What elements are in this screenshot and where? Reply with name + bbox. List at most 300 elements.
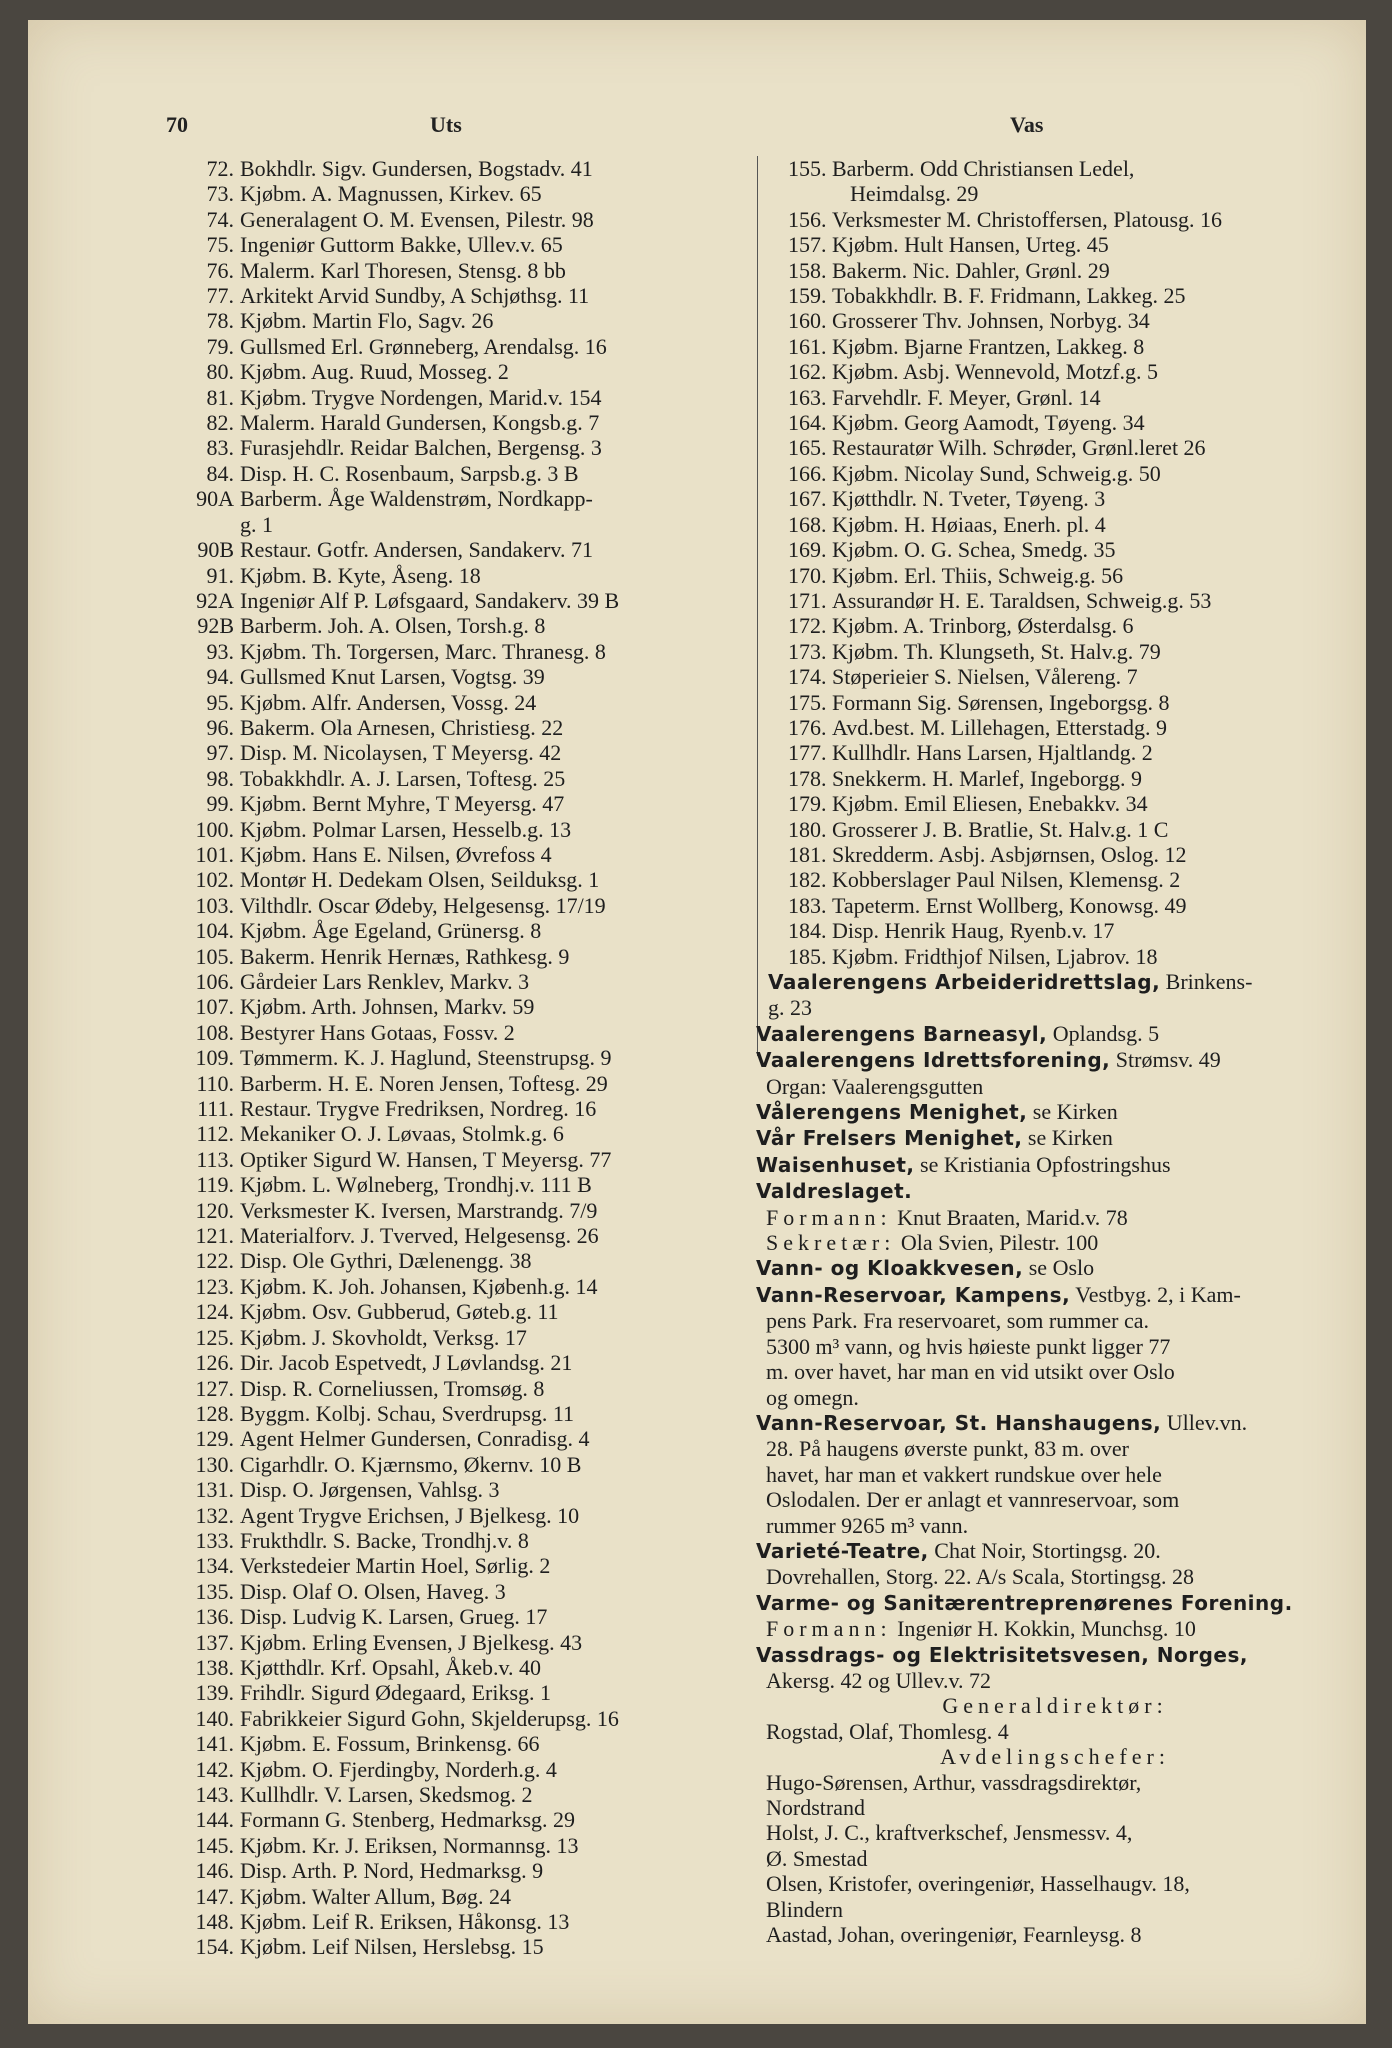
entry-number: 101.: [195, 841, 234, 867]
entry-number: 174.: [788, 664, 827, 690]
entry-title: Vaalerengens Arbeideridrettslag,: [768, 970, 1161, 994]
entry-text: Farvehdlr. F. Meyer, Grønl. 14: [832, 384, 1101, 410]
entry-number: 167.: [788, 486, 827, 512]
entry-number: 107.: [195, 994, 234, 1020]
entry-text: Fabrikkeier Sigurd Gohn, Skjelderupsg. 16: [240, 1705, 619, 1731]
entry-number: 140.: [195, 1705, 234, 1731]
entry-number: 178.: [788, 765, 827, 791]
entry-number: 124.: [195, 1299, 234, 1325]
entry-text: Kjøbm. Nicolay Sund, Schweig.g. 50: [832, 460, 1161, 486]
entry-number: 137.: [195, 1629, 234, 1655]
entry-number: 125.: [195, 1324, 234, 1350]
entry-text: Restaur. Gotfr. Andersen, Sandakerv. 71: [240, 537, 593, 563]
entry-number: 171.: [788, 587, 827, 613]
entry-text: Restauratør Wilh. Schrøder, Grønl.leret 26: [832, 435, 1206, 461]
entry-number: 142.: [195, 1756, 234, 1782]
entry-number: 74.: [206, 206, 234, 232]
role-value: Ola Svien, Pilestr. 100: [895, 1230, 1099, 1256]
entry-text: Tobakkhdlr. A. J. Larsen, Toftesg. 25: [240, 765, 566, 791]
entry-text: Malerm. Karl Thoresen, Stensg. 8 bb: [240, 257, 566, 283]
directory-entry: [188, 283, 762, 308]
entry-text: Kjøbm. J. Skovholdt, Verksg. 17: [240, 1324, 527, 1350]
entry-title: Vassdrags- og Elektrisitetsvesen, Norges,: [756, 1642, 1248, 1667]
directory-entry: [188, 893, 762, 918]
entry-text: Bokhdlr. Sigv. Gundersen, Bogstadv. 41: [240, 156, 593, 181]
directory-entry: [188, 1731, 762, 1756]
entry-text: Bakerm. Henrik Hernæs, Rathkesg. 9: [240, 943, 570, 969]
entry-number: 96.: [206, 714, 234, 740]
entry-text: Grosserer J. B. Bratlie, St. Halv.g. 1 C: [832, 816, 1169, 842]
entry-text: Disp. Olaf O. Olsen, Haveg. 3: [240, 1578, 506, 1604]
entry-title: Varme- og Sanitærentreprenørenes Forening.: [756, 1590, 1293, 1615]
chef-line: Aastad, Johan, overingeniør, Fearnleysg. 8: [766, 1922, 1142, 1948]
directory-entry: [188, 1503, 762, 1528]
directory-entry: [188, 1680, 762, 1705]
entry-hanshaugen: [756, 1410, 1354, 1436]
directory-entry: [188, 1198, 762, 1223]
entry-number: 131.: [195, 1477, 234, 1503]
entry-number: 180.: [788, 816, 827, 842]
entry-number: 138.: [195, 1654, 234, 1680]
entry-text: Kjøbm. Arth. Johnsen, Markv. 59: [240, 994, 535, 1020]
entry-text: Kjøbm. Georg Aamodt, Tøyeng. 34: [832, 410, 1145, 436]
directory-entry: [188, 1553, 762, 1578]
directory-entry: [188, 308, 762, 333]
entry-title: Vålerengens Menighet,: [756, 1100, 1028, 1125]
directory-entry: [188, 1350, 762, 1375]
entry-text: Kjøbm. Polmar Larsen, Hesselb.g. 13: [240, 816, 572, 842]
directory-entry: [188, 740, 762, 765]
directory-entry: [188, 1579, 762, 1604]
entry-number: 92A: [196, 587, 234, 613]
directory-entry: [188, 1782, 762, 1807]
directory-entry: [188, 537, 762, 562]
entry-text: Restaur. Trygve Fredriksen, Nordreg. 16: [240, 1096, 597, 1122]
avdelingschefer-heading: Avdelingschefer:: [940, 1744, 1170, 1770]
directory-entry: [188, 435, 762, 460]
chef-line: Blindern: [766, 1896, 843, 1922]
directory-entry: [188, 1426, 762, 1451]
entry-number: 73.: [206, 181, 234, 207]
entry-kampens: [756, 1282, 1354, 1308]
entry-number: 76.: [206, 257, 234, 283]
entry-number: 157.: [788, 232, 827, 258]
entry-text: Assurandør H. E. Taraldsen, Schweig.g. 53: [832, 587, 1212, 613]
entry-text: Tømmerm. K. J. Haglund, Steenstrupsg. 9: [240, 1045, 612, 1071]
entry-text: Gullsmed Knut Larsen, Vogtsg. 39: [240, 664, 545, 690]
entry-number: 106.: [195, 969, 234, 994]
directory-entry: [188, 944, 762, 969]
entry-title: Waisenhuset,: [756, 1152, 915, 1177]
entry-number: 104.: [195, 918, 234, 944]
directory-entry: [756, 308, 1354, 333]
entry-title: Vann-Reservoar, St. Hanshaugens,: [756, 1410, 1162, 1435]
entry-number: 130.: [195, 1451, 234, 1477]
directory-entry: [188, 1884, 762, 1909]
directory-entry: [188, 1325, 762, 1350]
entry-text: Ullev.vn.: [1161, 1409, 1248, 1435]
entry-number: 175.: [788, 689, 827, 715]
directory-entry: [188, 1706, 762, 1731]
entry-number: 105.: [195, 943, 234, 969]
entry-text: Kjøbm. A. Magnussen, Kirkev. 65: [240, 181, 542, 207]
entry-number: 123.: [195, 1273, 234, 1299]
entry-vann-kloakk: [756, 1255, 1354, 1281]
entry-number: 144.: [195, 1807, 234, 1833]
entry-text: Kjøbm. Åge Egeland, Grünersg. 8: [240, 918, 542, 944]
entry-title: Vaalerengens Idrettsforening,: [756, 1048, 1111, 1073]
entry-text: Frihdlr. Sigurd Ødegaard, Eriksg. 1: [240, 1680, 552, 1706]
directory-entry: [756, 512, 1354, 537]
entry-text: Kjøbm. Th. Torgersen, Marc. Thranesg. 8: [240, 638, 606, 664]
entry-number: 170.: [788, 562, 827, 588]
entry-text: Frukthdlr. S. Backe, Trondhj.v. 8: [240, 1527, 529, 1553]
entry-text: Cigarhdlr. O. Kjærnsmo, Økernv. 10 B: [240, 1451, 582, 1477]
entry-number: 146.: [195, 1858, 234, 1884]
entry-text: Oplandsg. 5: [1047, 1020, 1160, 1046]
entry-number: 110.: [196, 1070, 234, 1096]
entry-text: Mekaniker O. J. Løvaas, Stolmk.g. 6: [240, 1121, 564, 1147]
entry-number: 90B: [197, 537, 234, 563]
entry-number: 160.: [788, 308, 827, 334]
directory-entry: [188, 1528, 762, 1553]
entry-number: 91.: [206, 562, 234, 588]
directory-entry: [188, 1121, 762, 1146]
entry-text: Snekkerm. H. Marlef, Ingeborgg. 9: [832, 765, 1142, 791]
entry-number: 103.: [195, 892, 234, 918]
entry-hanshaugen-line: 28. På haugens øverste punkt, 83 m. over: [766, 1436, 1129, 1462]
role-label: Sekretær:: [766, 1230, 896, 1256]
entry-text: Kjøbm. Th. Klungseth, St. Halv.g. 79: [832, 638, 1161, 664]
directory-entry: [188, 1274, 762, 1299]
entry-number: 100.: [195, 816, 234, 842]
directory-entry: [188, 181, 762, 206]
directory-entry: [188, 766, 762, 791]
directory-entry: [756, 410, 1354, 435]
entry-text: Brinkens-: [1160, 969, 1253, 994]
entry-text: Bestyrer Hans Gotaas, Fossv. 2: [240, 1019, 515, 1045]
entry-number: 119.: [196, 1172, 234, 1198]
entry-kampens-line: m. over havet, har man en vid utsikt over Oslo: [766, 1359, 1175, 1385]
entry-text: Kjøbm. Erling Evensen, J Bjelkesg. 43: [240, 1629, 583, 1655]
entry-text: Disp. Ole Gythri, Dælenengg. 38: [240, 1248, 532, 1274]
directory-entry: [188, 1934, 762, 1959]
entry-text: Barberm. Joh. A. Olsen, Torsh.g. 8: [240, 613, 546, 639]
directory-entry: [188, 1477, 762, 1502]
entry-number: 173.: [788, 638, 827, 664]
directory-entry: [756, 613, 1354, 638]
directory-entry: [756, 334, 1354, 359]
entry-title: Vår Frelsers Menighet,: [756, 1126, 1023, 1151]
entry-hanshaugen-line: rummer 9265 m³ vann.: [766, 1512, 969, 1538]
role-value: Ingeniør H. Kokkin, Munchsg. 10: [891, 1616, 1196, 1642]
directory-blocks: [756, 969, 1354, 1947]
entry-text: Byggm. Kolbj. Schau, Sverdrupsg. 11: [240, 1400, 575, 1426]
directory-entry: [756, 258, 1354, 283]
directory-entry: [188, 1045, 762, 1070]
entry-text: Vilthdlr. Oscar Ødeby, Helgesensg. 17/19: [240, 892, 606, 918]
directory-entry: [756, 740, 1354, 765]
entry-text: Optiker Sigurd W. Hansen, T Meyersg. 77: [240, 1146, 612, 1172]
directory-entry: [188, 918, 762, 943]
header-left: Uts: [430, 112, 462, 137]
directory-entry: [188, 969, 762, 994]
directory-entry: [188, 1452, 762, 1477]
entry-number: 93.: [206, 638, 234, 664]
entry-number: 184.: [788, 918, 827, 944]
entry-text: Disp. Ludvig K. Larsen, Grueg. 17: [240, 1604, 548, 1630]
directory-entry: [188, 639, 762, 664]
entry-text: Kjøtthdlr. N. Tveter, Tøyeng. 3: [832, 486, 1106, 512]
entry-barneasyl: [756, 1021, 1354, 1047]
entry-number: 121.: [195, 1223, 234, 1249]
entry-number: 176.: [788, 714, 827, 740]
entry-kampens-line: pens Park. Fra reservoaret, som rummer ca.: [766, 1308, 1150, 1334]
entry-number: 141.: [195, 1731, 234, 1757]
entry-organ: Organ: Vaalerengsgutten: [766, 1073, 984, 1099]
entry-number: 165.: [788, 435, 827, 461]
directory-entry: [188, 1807, 762, 1832]
directory-entry: [188, 1655, 762, 1680]
entry-number: 113.: [196, 1146, 234, 1172]
directory-entry: [756, 766, 1354, 791]
entry-text: Ingeniør Alf P. Løfsgaard, Sandakerv. 39 B: [240, 587, 620, 613]
entry-valdreslaget: [756, 1178, 1354, 1204]
directory-entry: [188, 613, 762, 638]
entry-number: 148.: [195, 1909, 234, 1935]
chef-line: Hugo-Sørensen, Arthur, vassdragsdirektør,: [766, 1769, 1142, 1795]
entry-variete-line: Dovrehallen, Storg. 22. A/s Scala, Stortingsg. 28: [766, 1564, 1194, 1590]
directory-entry: [188, 588, 762, 613]
entry-var-frelsers-menighet: [756, 1125, 1354, 1151]
entry-text: Kjøbm. Leif Nilsen, Herslebsg. 15: [240, 1934, 544, 1960]
entry-text: Kjøtthdlr. Krf. Opsahl, Åkeb.v. 40: [240, 1654, 542, 1680]
entry-text: Kjøbm. Kr. J. Eriksen, Normannsg. 13: [240, 1832, 579, 1858]
left-column: [188, 156, 762, 1960]
entry-text: Kjøbm. Aug. Ruud, Mosseg. 2: [240, 359, 509, 385]
directory-entry: [756, 944, 1354, 969]
directory-entry: [756, 537, 1354, 562]
entry-number: 177.: [788, 740, 827, 766]
directory-entry: [188, 1376, 762, 1401]
entry-text: Ingeniør Guttorm Bakke, Ullev.v. 65: [240, 232, 563, 258]
right-column: [756, 156, 1354, 1947]
directory-entry: [756, 867, 1354, 892]
entry-text: Agent Trygve Erichsen, J Bjelkesg. 10: [240, 1502, 580, 1528]
entry-number: 84.: [206, 460, 234, 486]
directory-entry: [756, 588, 1354, 613]
entry-number: 158.: [788, 257, 827, 283]
directory-entry: [756, 486, 1354, 511]
entry-text: Disp. O. Jørgensen, Vahlsg. 3: [240, 1477, 500, 1503]
directory-entry: [188, 385, 762, 410]
entry-valerengens-menighet: [756, 1099, 1354, 1125]
entry-text: Kjøbm. Trygve Nordengen, Marid.v. 154: [240, 384, 602, 410]
entry-text: Materialforv. J. Tverved, Helgesensg. 26: [240, 1223, 599, 1249]
entry-text: Kjøbm. Alfr. Andersen, Vossg. 24: [240, 689, 537, 715]
entry-vassdrag: [756, 1642, 1354, 1668]
entry-valdres-sekretaer: [756, 1230, 1354, 1255]
entry-waisenhuset: [756, 1152, 1354, 1178]
entry-number: 139.: [195, 1680, 234, 1706]
directory-entry: [188, 842, 762, 867]
entry-text: se Kirken: [1022, 1125, 1113, 1151]
entry-number: 120.: [195, 1197, 234, 1223]
entry-text: Kullhdlr. V. Larsen, Skedsmog. 2: [240, 1782, 533, 1807]
entry-title: Vann-Reservoar, Kampens,: [756, 1282, 1071, 1307]
page-number: 70: [166, 112, 188, 137]
entry-text: Kjøbm. Hans E. Nilsen, Øvrefoss 4: [240, 841, 552, 867]
entry-continuation: Heimdalsg. 29: [850, 181, 979, 207]
entry-number: 181.: [788, 841, 827, 867]
role-label: Formann:: [766, 1204, 892, 1230]
directory-entry: [188, 334, 762, 359]
entry-number: 183.: [788, 892, 827, 918]
entry-text: Kobberslager Paul Nilsen, Klemensg. 2: [832, 867, 1181, 893]
directory-entry: [188, 1757, 762, 1782]
entry-text: Kjøbm. Bernt Myhre, T Meyersg. 47: [240, 791, 565, 817]
directory-entry: [188, 1858, 762, 1883]
directory-entry: [756, 893, 1354, 918]
entry-hanshaugen-line: Oslodalen. Der er anlagt et vannreservoar, som: [766, 1487, 1180, 1513]
entry-text: Kjøbm. Asbj. Wennevold, Motzf.g. 5: [832, 359, 1158, 385]
entry-number: 97.: [206, 740, 234, 766]
entry-text: Kjøbm. Fridthjof Nilsen, Ljabrov. 18: [832, 943, 1158, 969]
entry-vassdrag-line: Akersg. 42 og Ullev.v. 72: [766, 1667, 992, 1693]
directory-entry: [188, 791, 762, 816]
entry-number: 90A: [196, 486, 234, 512]
entry-number: 77.: [206, 283, 234, 309]
directory-entry: [756, 817, 1354, 842]
directory-entry: [188, 359, 762, 384]
directory-entry: [756, 563, 1354, 588]
directory-entry: [756, 385, 1354, 410]
entry-number: 162.: [788, 359, 827, 385]
entry-arbeiderlag: [756, 969, 1354, 995]
chef-line: Nordstrand: [766, 1795, 865, 1820]
directory-entry: [756, 156, 1354, 181]
directory-entry: [188, 664, 762, 689]
entry-number: 92B: [197, 613, 234, 639]
entry-number: 126.: [195, 1350, 234, 1376]
entry-text: Bakerm. Ola Arnesen, Christiesg. 22: [240, 714, 564, 740]
entry-number: 185.: [788, 943, 827, 969]
entry-text: Disp. R. Corneliussen, Tromsøg. 8: [240, 1375, 545, 1401]
book-page: [28, 20, 1366, 2024]
entry-text: Verksmester M. Christoffersen, Platousg. 16: [832, 206, 1223, 232]
entry-number: 154.: [195, 1934, 234, 1960]
entry-number: 163.: [788, 384, 827, 410]
running-header: [28, 112, 1366, 142]
entry-text: se Kirken: [1027, 1099, 1118, 1125]
entry-text: Formann Sig. Sørensen, Ingeborgsg. 8: [832, 689, 1170, 715]
directory-entry: [188, 1299, 762, 1324]
directory-entry: [756, 715, 1354, 740]
entry-idrettsforening: [756, 1047, 1354, 1073]
directory-entry: [188, 994, 762, 1019]
entry-text: Kjøbm. Leif R. Eriksen, Håkonsg. 13: [240, 1909, 570, 1935]
role-value: Knut Braaten, Marid.v. 78: [891, 1204, 1128, 1230]
entry-number: 182.: [788, 867, 827, 893]
entry-text: Kjøbm. Bjarne Frantzen, Lakkeg. 8: [832, 333, 1145, 359]
directory-entry: [188, 1020, 762, 1045]
directory-entry: [188, 1248, 762, 1273]
directory-entry: [756, 842, 1354, 867]
entry-text: Kjøbm. Osv. Gubberud, Gøteb.g. 11: [240, 1299, 559, 1325]
directory-entry: [188, 1401, 762, 1426]
entry-text: Kjøbm. Walter Allum, Bøg. 24: [240, 1883, 511, 1909]
entry-text: Barberm. Odd Christiansen Ledel,: [832, 156, 1135, 181]
directory-entry: [188, 156, 762, 181]
entry-title: Vann- og Kloakkvesen,: [756, 1256, 1024, 1281]
entry-text: Malerm. Harald Gundersen, Kongsb.g. 7: [240, 410, 600, 436]
entry-text: Kullhdlr. Hans Larsen, Hjaltlandg. 2: [832, 740, 1153, 766]
entry-text: Formann G. Stenberg, Hedmarksg. 29: [240, 1807, 576, 1833]
directory-entry: [188, 1172, 762, 1197]
entry-number: 79.: [206, 333, 234, 359]
entry-title: Vaalerengens Barneasyl,: [756, 1021, 1048, 1046]
directory-entry: [188, 486, 762, 511]
entry-number: 98.: [206, 765, 234, 791]
entry-number: 147.: [195, 1883, 234, 1909]
entry-text: Kjøbm. K. Joh. Johansen, Kjøbenh.g. 14: [240, 1273, 598, 1299]
generaldirektor-name: Rogstad, Olaf, Thomlesg. 4: [766, 1718, 1009, 1744]
entry-text: Kjøbm. Martin Flo, Sagv. 26: [240, 308, 494, 334]
entry-number: 129.: [195, 1426, 234, 1452]
directory-entry: [188, 461, 762, 486]
directory-entry: [756, 359, 1354, 384]
entry-number: 145.: [195, 1832, 234, 1858]
directory-entry: [756, 207, 1354, 232]
entry-text: Kjøbm. E. Fossum, Brinkensg. 66: [240, 1731, 540, 1757]
entry-text: Verksmester K. Iversen, Marstrandg. 7/9: [240, 1197, 598, 1223]
entry-text: Disp. Henrik Haug, Ryenb.v. 17: [832, 918, 1115, 944]
entry-continuation: g. 1: [240, 511, 273, 537]
entry-number: 102.: [195, 867, 234, 893]
entry-title: Valdreslaget.: [756, 1179, 913, 1204]
directory-entry: [756, 232, 1354, 257]
directory-entry: [188, 1909, 762, 1934]
entry-arbeiderlag-cont: g. 23: [768, 995, 812, 1021]
entry-text: Kjøbm. O. G. Schea, Smedg. 35: [832, 537, 1116, 563]
directory-entry: [188, 817, 762, 842]
entry-text: Generalagent O. M. Evensen, Pilestr. 98: [240, 206, 594, 232]
entry-number: 172.: [788, 613, 827, 639]
entry-varme-sanitaer: [756, 1590, 1354, 1616]
directory-entry: [188, 207, 762, 232]
entry-number: 169.: [788, 537, 827, 563]
directory-entry: [756, 283, 1354, 308]
entry-text: Skredderm. Asbj. Asbjørnsen, Oslog. 12: [832, 841, 1187, 867]
entry-number: 143.: [195, 1782, 234, 1807]
entry-text: Kjøbm. O. Fjerdingby, Norderh.g. 4: [240, 1756, 557, 1782]
entry-number: 82.: [206, 410, 234, 436]
entry-text: Kjøbm. A. Trinborg, Østerdalsg. 6: [832, 613, 1134, 639]
entry-text: Strømsv. 49: [1110, 1047, 1221, 1073]
entry-number: 159.: [788, 283, 827, 309]
entry-number: 128.: [195, 1400, 234, 1426]
entry-text: Arkitekt Arvid Sundby, A Schjøthsg. 11: [240, 283, 590, 309]
entry-text: Agent Helmer Gundersen, Conradisg. 4: [240, 1426, 590, 1452]
entry-number: 133.: [195, 1527, 234, 1553]
entry-text: Barberm. Åge Waldenstrøm, Nordkapp-: [240, 486, 593, 512]
entry-number: 164.: [788, 410, 827, 436]
entry-text: Kjøbm. Erl. Thiis, Schweig.g. 56: [832, 562, 1124, 588]
entry-text: Bakerm. Nic. Dahler, Grønl. 29: [832, 257, 1110, 283]
chef-line: Olsen, Kristofer, overingeniør, Hasselhaugv. 18,: [766, 1871, 1190, 1897]
entry-text: Furasjehdlr. Reidar Balchen, Bergensg. 3: [240, 435, 602, 461]
entry-variete: [756, 1538, 1354, 1564]
